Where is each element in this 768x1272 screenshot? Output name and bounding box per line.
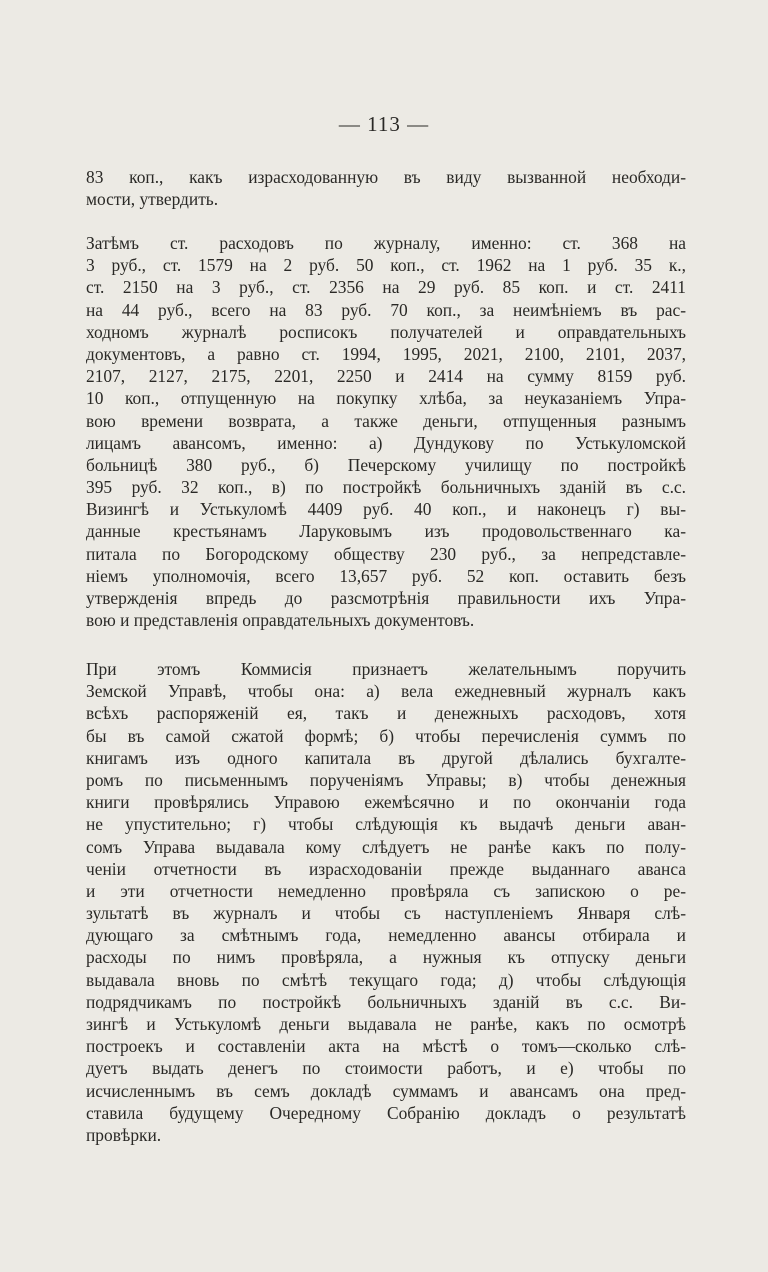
text-line: бы въ самой сжатой формѣ; б) чтобы перечисленія суммъ по xyxy=(86,725,686,746)
text-line: вою времени возврата, а также деньги, отпущенныя разнымъ xyxy=(86,410,686,431)
text-line: расходы по нимъ провѣряла, а нужныя къ отпуску деньги xyxy=(86,947,686,968)
text-line: и эти отчетности немедленно провѣряла съ запискою о ре- xyxy=(86,880,686,901)
text-line: 2107, 2127, 2175, 2201, 2250 и 2414 на сумму 8159 руб. xyxy=(86,366,686,387)
text-line: питала по Богородскому обществу 230 руб., за непредставле- xyxy=(86,543,686,564)
text-line: ніемъ уполномочія, всего 13,657 руб. 52 коп. оставить безъ xyxy=(86,565,686,586)
text-line: 395 руб. 32 коп., в) по постройкѣ больничныхъ зданій въ с.с. xyxy=(86,477,686,498)
text-line: Визингѣ и Устькуломѣ 4409 руб. 40 коп., и наконецъ г) вы- xyxy=(86,499,686,520)
text-line: подрядчикамъ по постройкѣ больничныхъ зданій въ с.с. Ви- xyxy=(86,991,686,1012)
text-line: построекъ и составленіи акта на мѣстѣ о томъ—сколько слѣ- xyxy=(86,1036,686,1057)
text-line: зультатѣ въ журналъ и чтобы съ наступленіемъ Января слѣ- xyxy=(86,903,686,924)
text-line: больницѣ 380 руб., б) Печерскому училищу по постройкѣ xyxy=(86,454,686,475)
text-line: мости, утвердить. xyxy=(86,189,219,210)
text-line: ченіи отчетности въ израсходованіи прежде выданнаго аванса xyxy=(86,858,686,879)
text-line: выдавала вновь по смѣтѣ текущаго года; д) чтобы слѣдующія xyxy=(86,969,686,990)
text-line: утвержденія впредь до разсмотрѣнія правильности ихъ Упра- xyxy=(86,588,686,608)
text-line: всѣхъ распоряженій ея, такъ и денежныхъ расходовъ, хотя xyxy=(86,703,686,724)
text-line: книгамъ изъ одного капитала въ другой дѣлались бухгалте- xyxy=(86,747,686,768)
text-line: документовъ, а равно ст. 1994, 1995, 2021, 2100, 2101, 2037, xyxy=(86,343,686,364)
text-line: 83 коп., какъ израсходованную въ виду вызванной необходи- xyxy=(86,167,686,187)
text-line: лицамъ авансомъ, именно: а) Дундукову по Устькуломской xyxy=(86,432,686,453)
text-line: не упустительно; г) чтобы слѣдующія къ выдачѣ деньги аван- xyxy=(86,814,686,835)
text-line: исчисленнымъ въ семъ докладѣ суммамъ и авансамъ она пред- xyxy=(86,1080,686,1101)
text-line: дующаго за смѣтнымъ года, немедленно авансы отбирала и xyxy=(86,925,686,946)
text-line: ст. 2150 на 3 руб., ст. 2356 на 29 руб. 85 коп. и ст. 2411 xyxy=(86,277,686,298)
text-line: Земской Управѣ, чтобы она: а) вела ежедневный журналъ какъ xyxy=(86,681,686,702)
text-line: При этомъ Коммисія признаетъ желательнымъ поручить xyxy=(86,659,686,679)
text-line: ходномъ журналѣ росписокъ получателей и оправдательныхъ xyxy=(86,321,686,342)
paragraph-1 xyxy=(86,166,686,210)
text-line: на 44 руб., всего на 83 руб. 70 коп., за неимѣніемъ въ рас- xyxy=(86,299,686,320)
paragraph-2 xyxy=(86,232,686,631)
text-line: сомъ Управа выдавала кому слѣдуетъ не ранѣе какъ по полу- xyxy=(86,836,686,857)
text-line: 10 коп., отпущенную на покупку хлѣба, за неуказаніемъ Упра- xyxy=(86,388,686,409)
page-number: — 113 — xyxy=(338,112,430,136)
text-line: данные крестьянамъ Ларуковымъ изъ продовольственнаго ка- xyxy=(86,521,686,542)
text-line: зингѣ и Устькуломѣ деньги выдавала не ранѣе, какъ по осмотрѣ xyxy=(86,1014,686,1034)
text-line: 3 руб., ст. 1579 на 2 руб. 50 коп., ст. 1962 на 1 руб. 35 к., xyxy=(86,255,686,276)
text-line: ставила будущему Очередному Собранію докладъ о результатѣ xyxy=(86,1102,686,1123)
text-line: провѣрки. xyxy=(86,1124,162,1145)
paragraph-3 xyxy=(86,658,686,1146)
text-line: Затѣмъ ст. расходовъ по журналу, именно: ст. 368 на xyxy=(86,233,686,253)
text-line: книги провѣрялись Управою ежемѣсячно и по окончаніи года xyxy=(86,792,686,813)
text-line: дуетъ выдать денегъ по стоимости работъ, и е) чтобы по xyxy=(86,1058,686,1079)
text-line: вою и представленія оправдательныхъ документовъ. xyxy=(86,610,475,631)
text-line: ромъ по письменнымъ порученіямъ Управы; в) чтобы денежныя xyxy=(86,769,686,790)
